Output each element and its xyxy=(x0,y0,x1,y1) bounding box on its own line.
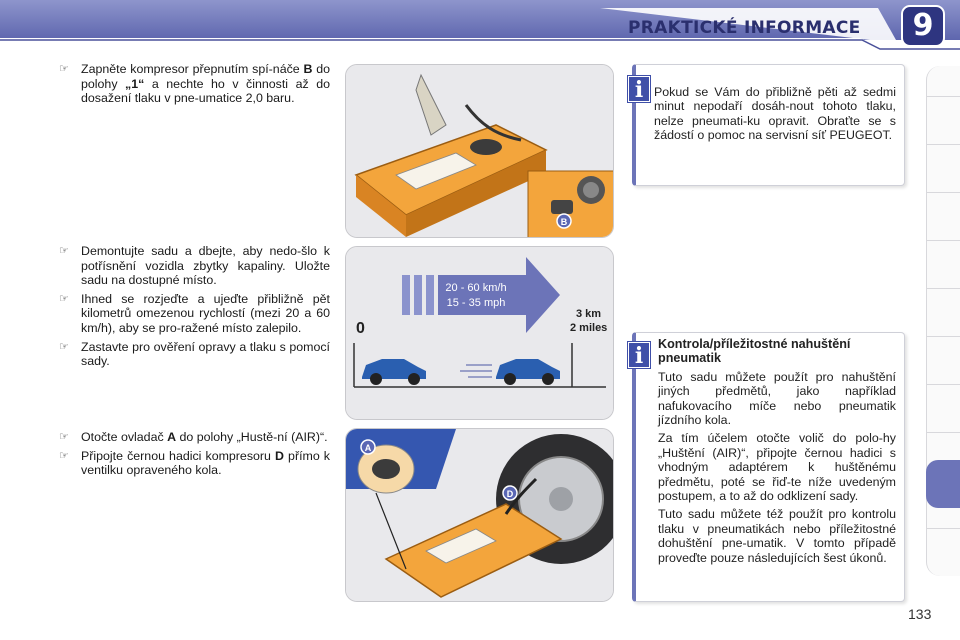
info-paragraph: Tuto sadu můžete použít pro nahuštění jiných předmětů, jako například nafukovacího míče nebo pneumatik jízdního kola. xyxy=(658,369,896,428)
instructions-group-2 xyxy=(56,244,330,373)
instruction-item: ☞ Ihned se rozjeďte a ujeďte přibližně pět kilometrů omezenou rychlostí (mezi 20 a 60 km/h), aby se pro-ražené místo zalepilo. xyxy=(59,291,330,335)
pointing-hand-icon: ☞ xyxy=(59,63,69,75)
info-paragraph: Za tím účelem otočte volič do polo-hy „Huštění (AIR)“, připojte černou hadici s vhodným adaptérem k huštěnému předmětu, poté se řiď-te níže uvedeným postupem, a to až do odklizení sady. xyxy=(658,431,896,504)
distance-km-label: 3 km xyxy=(576,308,602,320)
page-number: 133 xyxy=(908,606,932,622)
label-d: D xyxy=(506,489,514,499)
compressor-kit-illustration xyxy=(345,64,614,238)
side-tab-active-chapter[interactable] xyxy=(926,460,960,508)
pointing-hand-icon: ☞ xyxy=(59,449,69,462)
instruction-item: ☞ Otočte ovladač A do polohy „Hustě-ní (AIR)“. xyxy=(59,430,328,444)
info-box-repair-limit xyxy=(632,64,905,186)
page-header xyxy=(0,0,960,50)
pointing-hand-icon: ☞ xyxy=(59,245,69,257)
label-a: A xyxy=(364,443,372,453)
info-box-text: Pokud se Vám do přibližně pěti až sedmi minut nepodaří dosáh-nout tohoto tlaku, nelze pneumati-ku opravit. Obraťte se s žádostí o pomoc na servisní síť PEUGEOT. xyxy=(654,85,896,143)
info-icon: i xyxy=(628,76,650,102)
info-box-title: Kontrola/příležitostné nahuštění pneumatik xyxy=(658,337,851,366)
start-label: 0 xyxy=(356,320,365,337)
chapter-title: PRAKTICKÉ INFORMACE xyxy=(628,18,861,38)
instruction-item: ☞ Zastavte pro ověření opravy a tlaku s pomocí sady. xyxy=(59,339,330,369)
compressor-kit-drawing xyxy=(346,65,614,238)
pointing-hand-icon: ☞ xyxy=(59,431,69,443)
distance-miles-label: 2 miles xyxy=(570,322,608,334)
info-box-inflation xyxy=(632,332,905,602)
drive-speed-illustration xyxy=(345,246,614,420)
speed-mph-label: 15 - 35 mph xyxy=(446,297,506,309)
pointing-hand-icon: ☞ xyxy=(59,292,69,305)
drive-speed-drawing xyxy=(346,247,614,420)
instruction-item: ☞ Demontujte sadu a dbejte, aby nedo-šlo k potřísnění vozidla zbytky kapaliny. Uložte sadu na dostupné místo. xyxy=(59,244,330,288)
info-icon: i xyxy=(628,342,650,368)
hose-connection-drawing xyxy=(346,429,614,602)
instructions-group-1 xyxy=(56,62,330,110)
hose-connection-illustration xyxy=(345,428,614,602)
instructions-group-3 xyxy=(56,430,330,482)
speed-kmh-label: 20 - 60 km/h xyxy=(445,282,507,294)
label-b: B xyxy=(560,217,568,227)
info-paragraph: Tuto sadu můžete též použít pro kontrolu tlaku v pneumatikách nebo příležitostné dohuštění pne-umatik. V tomto případě proveďte pouze následujících šest úkonů. xyxy=(658,507,896,565)
pointing-hand-icon: ☞ xyxy=(59,340,69,353)
instruction-item: ☞ Zapněte kompresor přepnutím spí-náče B do polohy „1“ a nechte ho v činnosti až do dosažení tlaku v pne-umatice 2,0 baru. xyxy=(59,62,330,106)
instruction-item: ☞ Připojte černou hadici kompresoru D přímo k ventilku opraveného kola. xyxy=(59,448,330,478)
chapter-number: 9 xyxy=(912,8,934,43)
